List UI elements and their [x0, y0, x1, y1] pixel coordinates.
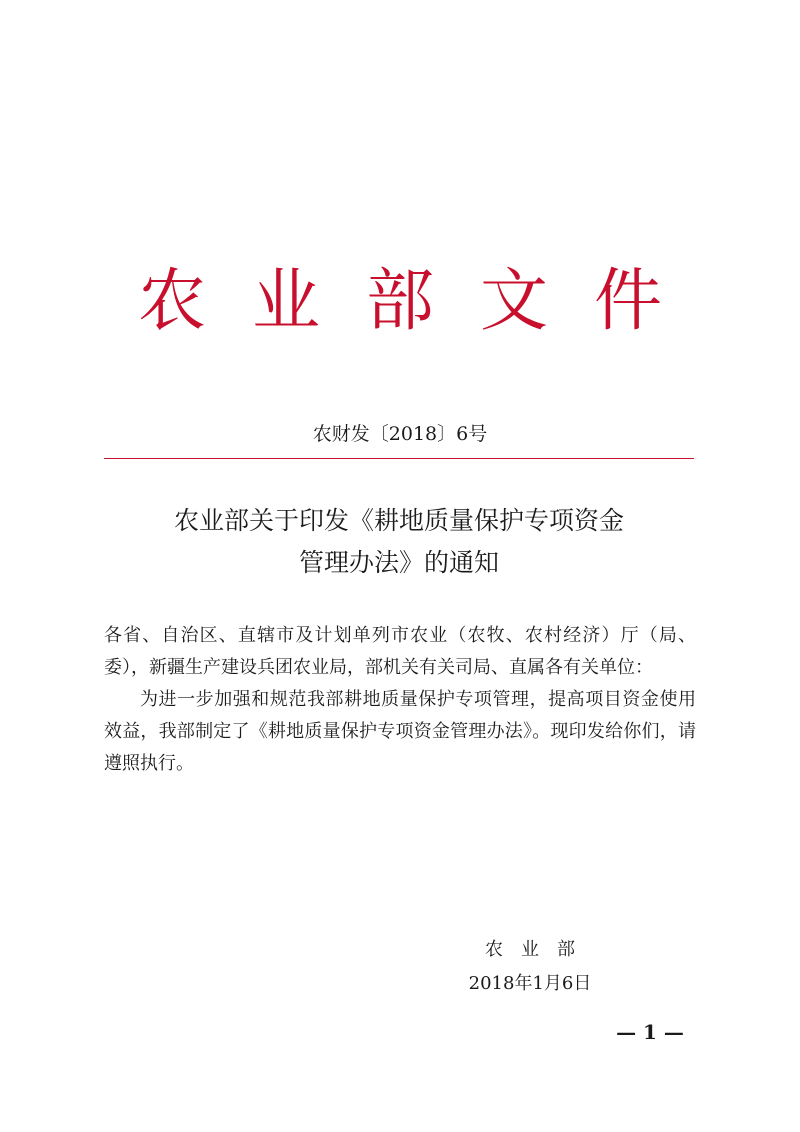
masthead: 农业部文件 [137, 262, 708, 341]
red-divider-line [104, 458, 694, 459]
document-body [104, 620, 696, 780]
title-line-1: 农业部关于印发《耕地质量保护专项资金 [173, 506, 624, 535]
addressee-paragraph: 各省、自治区、直辖市及计划单列市农业（农牧、农村经济）厅（局、委），新疆生产建设兵团农业局，部机关有关司局、直属各有关单位： [104, 625, 696, 678]
signature-date: 2018年1月6日 [468, 973, 592, 994]
page-number: — 1 — [616, 1020, 684, 1044]
document-title [104, 500, 694, 584]
document-number: 农财发〔2018〕6号 [312, 423, 488, 445]
main-paragraph: 为进一步加强和规范我部耕地质量保护专项管理，提高项目资金使用效益，我部制定了《耕地质量保护专项资金管理办法》。现印发给你们，请遵照执行。 [104, 689, 696, 774]
signature-organization: 农业部 [485, 939, 593, 960]
title-line-2: 管理办法》的通知 [298, 548, 499, 577]
